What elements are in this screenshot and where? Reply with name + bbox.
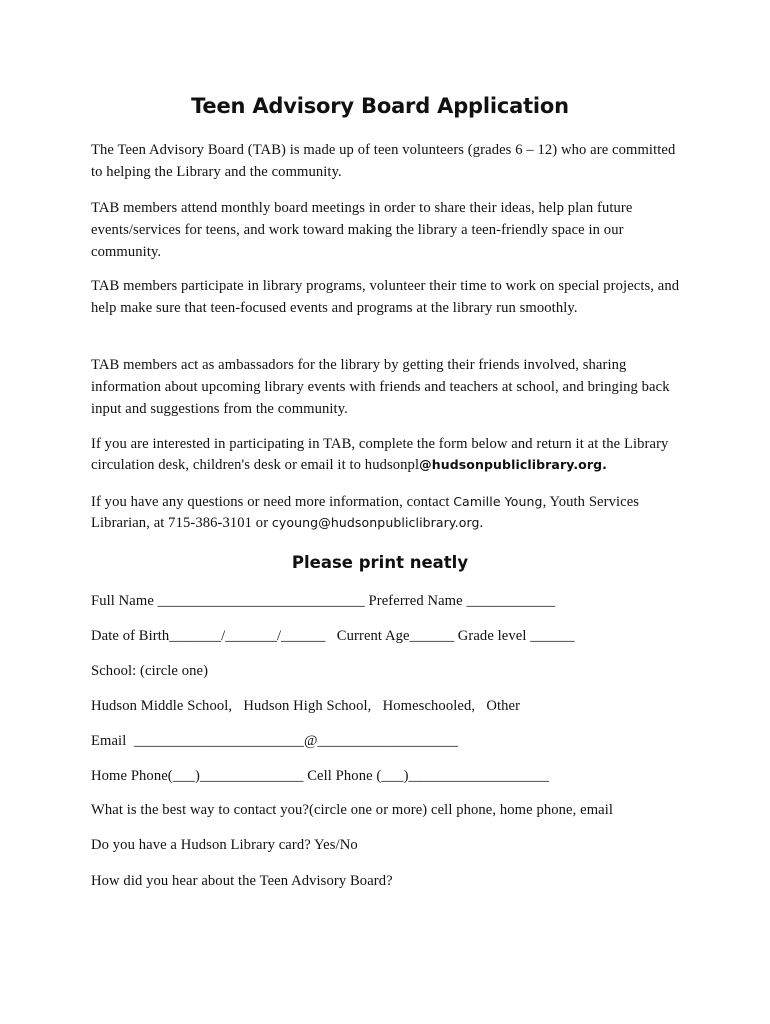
- intro-paragraph-2: TAB members attend monthly board meetings in order to share their ideas, help plan future events/services for teens, and work toward making the library a teen-friendly space in our community.: [91, 200, 633, 260]
- school-label: School: (circle one): [91, 663, 209, 679]
- page-title: Teen Advisory Board Application: [191, 94, 569, 118]
- intro-paragraph-3: TAB members participate in library programs, volunteer their time to work on special projects, and help make sure that teen-focused events and programs at the library run smoothly.: [91, 278, 680, 316]
- referral-question: How did you hear about the Teen Advisory Board?: [91, 873, 393, 889]
- form-heading: Please print neatly: [291, 553, 469, 572]
- email-field[interactable]: Email _______________________@___________________: [91, 733, 459, 749]
- contact-email: cyoung@hudsonpubliclibrary.org: [271, 514, 480, 530]
- phone-fields[interactable]: Home Phone(___)______________ Cell Phone (___)___________________: [91, 768, 550, 784]
- library-card-question[interactable]: Do you have a Hudson Library card? Yes/No: [91, 837, 358, 853]
- contact-name: Camille Young: [453, 494, 543, 509]
- submission-instructions: If you are interested in participating in TAB, complete the form below and return it at the Library circulation desk, children's desk or email it to hudsonpl: [91, 436, 669, 473]
- date-of-birth-field[interactable]: Date of Birth_______/_______/______ Current Age______ Grade level ______: [91, 628, 575, 644]
- intro-paragraph-4: TAB members act as ambassadors for the library by getting their friends involved, sharing information about upcoming library events with friends and teachers at school, and bringing back input and suggestions from the community.: [91, 357, 670, 417]
- contact-end: .: [479, 514, 484, 531]
- contact-intro: If you have any questions or need more information, contact: [91, 494, 454, 510]
- intro-paragraph-6: [91, 492, 681, 533]
- school-options[interactable]: Hudson Middle School, Hudson High School, Homeschooled, Other: [91, 698, 521, 714]
- contact-details: , Youth Services Librarian, at 715-386-3101 or: [91, 494, 640, 531]
- contact-preference-question[interactable]: What is the best way to contact you?(circle one or more) cell phone, home phone, email: [91, 802, 614, 818]
- intro-paragraph-1: The Teen Advisory Board (TAB) is made up of teen volunteers (grades 6 – 12) who are committed to helping the Library and the community.: [91, 142, 676, 180]
- submission-email-domain: @hudsonpubliclibrary.org.: [419, 456, 608, 472]
- intro-paragraph-5: [91, 435, 681, 475]
- full-name-field[interactable]: Full Name ____________________________ Preferred Name ____________: [91, 593, 556, 609]
